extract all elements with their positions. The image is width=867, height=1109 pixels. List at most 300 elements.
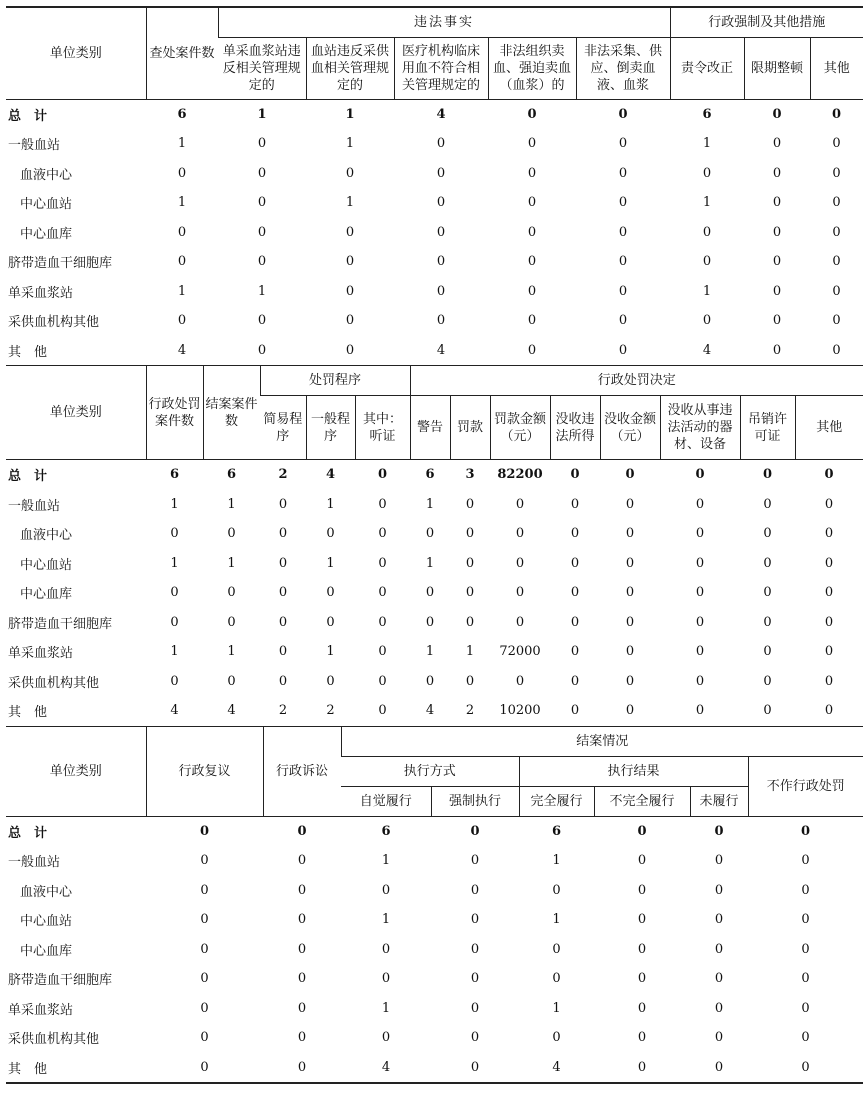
row-label: 单采血浆站 xyxy=(8,646,74,662)
col-confiscate-amount: 没收金额（元） xyxy=(600,396,660,460)
table-cell: 4 xyxy=(425,703,435,719)
row-label: 采供血机构其他 xyxy=(8,1032,100,1048)
table-cell: 0 xyxy=(297,1059,307,1075)
table-cell: 0 xyxy=(170,673,179,689)
table-cell: 0 xyxy=(637,941,647,957)
table-cell: 0 xyxy=(618,254,628,270)
table-cell: 0 xyxy=(637,1000,647,1016)
table-cell: 0 xyxy=(637,971,647,987)
table-cell: 0 xyxy=(824,673,834,689)
table-cell: 0 xyxy=(763,496,772,512)
table-cell: 0 xyxy=(326,673,335,689)
col-general-procedure: 一般程序 xyxy=(306,396,355,460)
table-cell: 0 xyxy=(625,555,635,571)
table-cell: 0 xyxy=(763,614,772,630)
table-row xyxy=(6,608,863,638)
table-cell: 0 xyxy=(200,1030,209,1046)
row-label: 其 他 xyxy=(8,1061,48,1077)
table-cell: 0 xyxy=(772,106,782,122)
table-row xyxy=(6,99,863,129)
table-cell: 1 xyxy=(170,555,179,571)
table-cell: 1 xyxy=(177,195,187,211)
table-cell: 0 xyxy=(832,313,841,329)
table-cell: 0 xyxy=(570,555,580,571)
table-cell: 0 xyxy=(170,585,179,601)
table-cell: 0 xyxy=(801,1059,810,1075)
cases-header: 查处案件数 xyxy=(146,7,218,99)
table-cell: 0 xyxy=(801,882,810,898)
row-label: 总 计 xyxy=(8,108,48,124)
table-cell: 0 xyxy=(425,673,435,689)
table-row xyxy=(6,490,863,520)
table-cell: 0 xyxy=(625,703,635,719)
table-cell: 0 xyxy=(436,254,446,270)
table-cell: 0 xyxy=(801,823,811,839)
table-cell: 0 xyxy=(470,1059,480,1075)
table-cell: 1 xyxy=(170,644,179,660)
table-cell: 0 xyxy=(527,342,537,358)
table-cell: 0 xyxy=(297,971,307,987)
table-cell: 0 xyxy=(527,224,537,240)
table-cell: 1 xyxy=(425,496,435,512)
table-cell: 1 xyxy=(552,912,561,928)
table-cell: 0 xyxy=(378,703,387,719)
table-cell: 0 xyxy=(702,313,712,329)
table-cell: 0 xyxy=(824,585,834,601)
table-cell: 0 xyxy=(278,614,288,630)
col-clinical-blood-use: 医疗机构临床用血不符合相关管理规定的 xyxy=(394,37,488,99)
table-cell: 1 xyxy=(227,555,236,571)
table-cell: 0 xyxy=(695,526,705,542)
table-cell: 0 xyxy=(345,283,355,299)
table-cell: 0 xyxy=(200,1000,209,1016)
table-cell: 1 xyxy=(425,644,435,660)
table-cell: 0 xyxy=(763,703,772,719)
table-cell: 0 xyxy=(695,467,705,483)
table-cell: 1 xyxy=(345,106,355,122)
table-cell: 0 xyxy=(625,614,635,630)
col-other-decision: 其他 xyxy=(795,396,863,460)
table-cell: 4 xyxy=(325,467,336,483)
col-fully-performed: 完全履行 xyxy=(519,786,594,816)
table-cell: 6 xyxy=(169,467,180,483)
table-cell: 0 xyxy=(470,941,480,957)
table-cell: 0 xyxy=(465,673,475,689)
table-cell: 6 xyxy=(551,823,562,839)
table-cell: 0 xyxy=(527,165,537,181)
table-cell: 0 xyxy=(345,342,355,358)
table-row xyxy=(6,696,863,726)
table-cell: 0 xyxy=(801,853,810,869)
table-cell: 0 xyxy=(824,467,834,483)
table-cell: 0 xyxy=(832,254,841,270)
table-cell: 0 xyxy=(637,823,647,839)
table-cell: 0 xyxy=(772,224,782,240)
table-row xyxy=(6,637,863,667)
row-label: 中心血库 xyxy=(20,943,73,959)
execution-mode-header: 执行方式 xyxy=(341,756,519,786)
table-row xyxy=(6,905,863,935)
table-cell: 0 xyxy=(695,614,705,630)
table-cell: 0 xyxy=(801,941,810,957)
table-cell: 6 xyxy=(381,823,391,839)
table-cell: 0 xyxy=(278,585,288,601)
table-cell: 4 xyxy=(702,342,712,358)
row-label: 采供血机构其他 xyxy=(8,315,100,331)
table-cell: 0 xyxy=(515,614,525,630)
table-cell: 0 xyxy=(378,614,387,630)
table-cell: 6 xyxy=(226,467,237,483)
table-cell: 0 xyxy=(714,853,724,869)
table-cell: 0 xyxy=(772,254,782,270)
table-cell: 0 xyxy=(378,673,387,689)
table-cell: 0 xyxy=(297,1030,307,1046)
table-cell: 0 xyxy=(702,254,712,270)
table-cell: 0 xyxy=(763,526,772,542)
table-cell: 0 xyxy=(200,1059,209,1075)
table-cell: 1 xyxy=(326,644,335,660)
table-cell: 4 xyxy=(381,1059,391,1075)
table-cell: 0 xyxy=(345,254,355,270)
table-cell: 10200 xyxy=(499,703,541,719)
table-cell: 0 xyxy=(200,941,209,957)
table-cell: 0 xyxy=(618,136,628,152)
table-cell: 0 xyxy=(625,644,635,660)
col-other-measures: 其他 xyxy=(810,37,863,99)
table-cell: 4 xyxy=(552,1059,561,1075)
table-cell: 0 xyxy=(570,703,580,719)
table-cell: 0 xyxy=(297,853,307,869)
table-cell: 1 xyxy=(170,496,179,512)
table-cell: 0 xyxy=(257,136,267,152)
table-cell: 0 xyxy=(714,941,724,957)
table-cell: 82200 xyxy=(497,467,543,483)
table-cell: 0 xyxy=(345,313,355,329)
col-order-correction: 责令改正 xyxy=(670,37,744,99)
table-cell: 0 xyxy=(763,644,772,660)
table-cell: 2 xyxy=(278,703,288,719)
table-cell: 0 xyxy=(515,496,525,512)
table-cell: 0 xyxy=(470,1000,480,1016)
table-cell: 0 xyxy=(278,526,288,542)
table-cell: 1 xyxy=(552,853,561,869)
table-cell: 0 xyxy=(832,224,841,240)
table-cell: 0 xyxy=(570,644,580,660)
table-cell: 0 xyxy=(527,195,537,211)
table-cell: 0 xyxy=(278,644,288,660)
table-row xyxy=(6,129,863,159)
table-cell: 0 xyxy=(762,467,773,483)
table-cell: 6 xyxy=(177,106,187,122)
col-plasma-station-violation: 单采血浆站违反相关管理规定的 xyxy=(218,37,306,99)
table-cell: 0 xyxy=(465,585,475,601)
table-cell: 0 xyxy=(297,823,307,839)
table-cell: 0 xyxy=(832,342,841,358)
col-confiscate-income: 没收违法所得 xyxy=(550,396,600,460)
case-closure-header: 结案情况 xyxy=(341,726,863,756)
table-cell: 2 xyxy=(465,703,475,719)
table-cell: 1 xyxy=(702,136,712,152)
table-cell: 0 xyxy=(763,673,772,689)
table-cell: 0 xyxy=(170,526,179,542)
table-cell: 0 xyxy=(618,313,628,329)
table-cell: 1 xyxy=(552,1000,561,1016)
table-cell: 0 xyxy=(257,254,267,270)
table-cell: 2 xyxy=(326,703,335,719)
table-cell: 1 xyxy=(227,644,236,660)
row-label: 采供血机构其他 xyxy=(8,675,100,691)
table-cell: 0 xyxy=(170,614,179,630)
penalty-decision-table xyxy=(6,365,863,726)
table-cell: 0 xyxy=(527,254,537,270)
table-cell: 0 xyxy=(832,165,841,181)
unit-type-header: 单位类别 xyxy=(6,366,146,460)
table-row xyxy=(6,336,863,366)
unit-type-header: 单位类别 xyxy=(6,7,146,99)
table-cell: 0 xyxy=(227,673,236,689)
table-row xyxy=(6,964,863,994)
table-cell: 0 xyxy=(714,1000,724,1016)
table-cell: 0 xyxy=(381,1030,391,1046)
table-cell: 0 xyxy=(570,467,580,483)
table-cell: 0 xyxy=(714,882,724,898)
table-cell: 0 xyxy=(257,224,267,240)
table-cell: 0 xyxy=(714,1059,724,1075)
admin-review-header: 行政复议 xyxy=(146,726,263,816)
table-cell: 0 xyxy=(465,526,475,542)
col-revoke-license: 吊销许可证 xyxy=(740,396,795,460)
table-cell: 0 xyxy=(552,941,561,957)
table-cell: 0 xyxy=(436,165,446,181)
table-cell: 1 xyxy=(381,912,391,928)
table-row xyxy=(6,159,863,189)
table-cell: 0 xyxy=(801,1000,810,1016)
table-cell: 0 xyxy=(378,644,387,660)
table-cell: 0 xyxy=(515,555,525,571)
table-cell: 0 xyxy=(625,526,635,542)
table-cell: 0 xyxy=(381,971,391,987)
table-cell: 0 xyxy=(618,283,628,299)
table-cell: 0 xyxy=(326,585,335,601)
table-cell: 4 xyxy=(436,106,446,122)
table-cell: 0 xyxy=(470,823,480,839)
row-label: 其 他 xyxy=(8,344,48,360)
table-cell: 6 xyxy=(425,467,435,483)
table-cell: 0 xyxy=(177,224,187,240)
col-illegal-collect-supply: 非法采集、供应、倒卖血液、血浆 xyxy=(576,37,670,99)
table-cell: 0 xyxy=(177,313,187,329)
table-cell: 1 xyxy=(702,195,712,211)
col-confiscate-equipment: 没收从事违法活动的器材、设备 xyxy=(660,396,740,460)
row-label: 中心血站 xyxy=(20,557,73,573)
table-cell: 1 xyxy=(345,136,355,152)
row-label: 中心血站 xyxy=(20,914,73,930)
table-cell: 0 xyxy=(465,496,475,512)
table-cell: 0 xyxy=(772,195,782,211)
table-cell: 0 xyxy=(695,703,705,719)
table-row xyxy=(6,994,863,1024)
table-row xyxy=(6,519,863,549)
table-cell: 0 xyxy=(227,614,236,630)
row-label: 中心血库 xyxy=(20,226,73,242)
table-cell: 1 xyxy=(381,853,391,869)
table-cell: 0 xyxy=(570,673,580,689)
table-cell: 0 xyxy=(200,853,209,869)
table-cell: 0 xyxy=(200,912,209,928)
table-cell: 0 xyxy=(345,165,355,181)
table-cell: 0 xyxy=(257,195,267,211)
table-cell: 0 xyxy=(552,882,561,898)
table-cell: 0 xyxy=(714,823,724,839)
table-cell: 0 xyxy=(637,912,647,928)
table-cell: 0 xyxy=(200,971,209,987)
table-cell: 0 xyxy=(832,106,842,122)
row-label: 其 他 xyxy=(8,705,48,721)
violation-facts-table xyxy=(6,6,863,365)
table-cell: 0 xyxy=(618,224,628,240)
table-cell: 0 xyxy=(625,467,635,483)
table-cell: 0 xyxy=(832,283,841,299)
table-cell: 1 xyxy=(177,283,187,299)
col-warning: 警告 xyxy=(410,396,450,460)
table-cell: 0 xyxy=(257,313,267,329)
table-cell: 0 xyxy=(832,136,841,152)
table-cell: 0 xyxy=(177,165,187,181)
table-cell: 1 xyxy=(326,496,335,512)
table-cell: 1 xyxy=(177,136,187,152)
table-cell: 0 xyxy=(297,912,307,928)
table-cell: 0 xyxy=(772,136,782,152)
table-row xyxy=(6,247,863,277)
table-cell: 0 xyxy=(278,673,288,689)
table-cell: 1 xyxy=(227,496,236,512)
col-fine: 罚款 xyxy=(450,396,490,460)
table-row xyxy=(6,277,863,307)
table-cell: 0 xyxy=(832,195,841,211)
table-cell: 0 xyxy=(200,882,209,898)
row-label: 中心血库 xyxy=(20,587,73,603)
table-cell: 0 xyxy=(714,971,724,987)
table-cell: 1 xyxy=(465,644,475,660)
table-cell: 0 xyxy=(552,1030,561,1046)
execution-result-header: 执行结果 xyxy=(519,756,748,786)
table-cell: 0 xyxy=(570,585,580,601)
table-cell: 0 xyxy=(378,496,387,512)
table-cell: 1 xyxy=(381,1000,391,1016)
case-closure-table xyxy=(6,726,863,1085)
table-cell: 0 xyxy=(527,283,537,299)
row-label: 单采血浆站 xyxy=(8,285,74,301)
table-cell: 4 xyxy=(227,703,236,719)
table-cell: 0 xyxy=(470,1030,480,1046)
table-cell: 0 xyxy=(695,673,705,689)
row-label: 血液中心 xyxy=(20,884,73,900)
row-label: 脐带造血干细胞库 xyxy=(8,973,113,989)
table-cell: 0 xyxy=(570,526,580,542)
penalty-procedure-header: 处罚程序 xyxy=(260,366,410,396)
table-cell: 72000 xyxy=(499,644,541,660)
table-cell: 0 xyxy=(801,1030,810,1046)
table-cell: 0 xyxy=(824,555,834,571)
unit-type-header: 单位类别 xyxy=(6,726,146,816)
table-cell: 0 xyxy=(470,912,480,928)
table-cell: 0 xyxy=(257,342,267,358)
row-label: 一般血站 xyxy=(8,138,61,154)
table-cell: 0 xyxy=(425,614,435,630)
table-cell: 0 xyxy=(345,224,355,240)
col-blood-station-violation: 血站违反采供血相关管理规定的 xyxy=(306,37,394,99)
row-label: 血液中心 xyxy=(20,528,73,544)
table-cell: 1 xyxy=(702,283,712,299)
table-cell: 0 xyxy=(637,1059,647,1075)
table-cell: 0 xyxy=(801,971,810,987)
table-cell: 0 xyxy=(772,283,782,299)
table-row xyxy=(6,306,863,336)
table-cell: 0 xyxy=(199,823,210,839)
table-cell: 0 xyxy=(278,496,288,512)
row-label: 一般血站 xyxy=(8,498,61,514)
table-cell: 0 xyxy=(695,585,705,601)
table-cell: 0 xyxy=(618,165,628,181)
statistics-page xyxy=(6,0,863,1084)
table-cell: 0 xyxy=(297,941,307,957)
table-cell: 2 xyxy=(278,467,288,483)
violation-facts-header: 违法事实 xyxy=(218,7,670,37)
table-cell: 1 xyxy=(257,283,267,299)
table-cell: 0 xyxy=(381,882,391,898)
table-cell: 0 xyxy=(824,496,834,512)
col-fine-amount: 罚款金额（元） xyxy=(490,396,550,460)
table-cell: 0 xyxy=(326,526,335,542)
table-row xyxy=(6,935,863,965)
table-cell: 0 xyxy=(425,526,435,542)
table-cell: 0 xyxy=(824,614,834,630)
col-illegal-organize-sell: 非法组织卖血、强迫卖血（血浆）的 xyxy=(488,37,576,99)
table-cell: 0 xyxy=(227,526,236,542)
table-cell: 0 xyxy=(625,585,635,601)
row-label: 总 计 xyxy=(8,469,48,485)
table-cell: 0 xyxy=(297,1000,307,1016)
table-cell: 0 xyxy=(515,673,525,689)
table-cell: 0 xyxy=(695,555,705,571)
table-row xyxy=(6,846,863,876)
table-cell: 0 xyxy=(637,882,647,898)
table-cell: 0 xyxy=(824,526,834,542)
table-cell: 0 xyxy=(326,614,335,630)
table-row xyxy=(6,816,863,846)
col-rectify-deadline: 限期整顿 xyxy=(744,37,810,99)
table-cell: 0 xyxy=(570,496,580,512)
table-cell: 0 xyxy=(257,165,267,181)
table-cell: 0 xyxy=(378,585,387,601)
table-cell: 3 xyxy=(465,467,475,483)
table-cell: 1 xyxy=(326,555,335,571)
table-cell: 0 xyxy=(381,941,391,957)
table-cell: 0 xyxy=(378,555,387,571)
row-label: 一般血站 xyxy=(8,855,61,871)
row-label: 单采血浆站 xyxy=(8,1002,74,1018)
col-simple-procedure: 简易程序 xyxy=(260,396,306,460)
table-cell: 0 xyxy=(772,313,782,329)
table-cell: 0 xyxy=(824,644,834,660)
table-row xyxy=(6,667,863,697)
table-row xyxy=(6,549,863,579)
col-partially-performed: 不完全履行 xyxy=(594,786,690,816)
table-cell: 0 xyxy=(763,555,772,571)
table-cell: 1 xyxy=(345,195,355,211)
table-cell: 0 xyxy=(714,912,724,928)
table-cell: 0 xyxy=(377,467,388,483)
